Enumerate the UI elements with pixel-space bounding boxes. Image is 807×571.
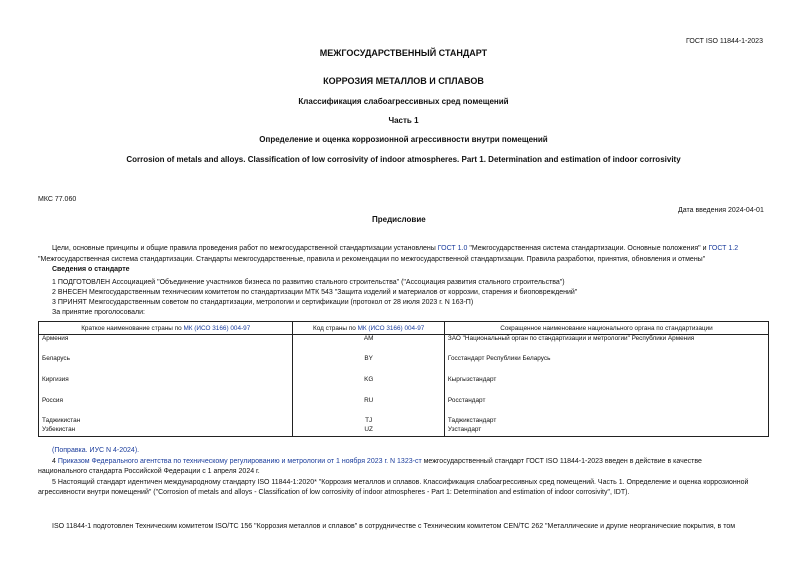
country-cell: Армения bbox=[39, 335, 293, 352]
code-cell: BY bbox=[293, 352, 444, 373]
foreword-text-1: Цели, основные принципы и общие правила проведения работ по межгосударственной стандартизации установлены bbox=[52, 245, 438, 252]
body-cell: ЗАО "Национальный орган по стандартизации и метрологии" Республики Армения bbox=[444, 335, 768, 352]
mks-code: МКС 77.060 bbox=[38, 196, 77, 203]
part-label: Часть 1 bbox=[388, 116, 419, 125]
header-country-code: Код страны по МК (ИСО 3166) 004-97 bbox=[293, 322, 444, 335]
code-cell: RU bbox=[293, 394, 444, 415]
english-title: Corrosion of metals and alloys. Classification of low corrosivity of indoor atmospheres. Part 1. Determination and estimation of indoor corrosivity bbox=[126, 155, 681, 164]
country-cell: Таджикистан bbox=[39, 415, 293, 426]
info-item-2: 2 ВНЕСЕН Межгосударственным техническим комитетом по стандартизации МТК 543 "Защита изделий и материалов от коррозии, старения и биоповреждений" bbox=[52, 289, 578, 296]
code-cell: TJ bbox=[293, 415, 444, 426]
order-link[interactable]: Приказом Федерального агентства по техническому регулированию и метрологии от 1 ноября 2023 г. N 1323-ст bbox=[57, 458, 422, 465]
header-country-name: Краткое наименование страны по МК (ИСО 3166) 004-97 bbox=[39, 322, 293, 335]
item-4-text: межгосударственный стандарт ГОСТ ISO 11844-1-2023 введен в действие в качестве bbox=[421, 458, 702, 465]
foreword-text-2: "Межгосударственная система стандартизации. Основные положения" и bbox=[467, 245, 709, 252]
item-5-line1: 5 Настоящий стандарт идентичен международному стандарту ISO 11844-1:2020* "Коррозия металлов и сплавов. Классификация слабоагрессивных сред помещений. Часть 1. Определение и оценка коррозионной bbox=[52, 479, 749, 486]
document-title: КОРРОЗИЯ МЕТАЛЛОВ И СПЛАВОВ bbox=[323, 76, 484, 86]
country-cell: Беларусь bbox=[39, 352, 293, 373]
mk-iso-3166-code-link[interactable]: МК (ИСО 3166) 004-97 bbox=[357, 324, 425, 332]
table-row bbox=[39, 335, 769, 352]
header-national-body: Сокращенное наименование национального органа по стандартизации bbox=[444, 322, 768, 335]
country-cell: Узбекистан bbox=[39, 426, 293, 437]
gost-1-2-link[interactable]: ГОСТ 1.2 bbox=[708, 245, 739, 252]
body-cell: Таджикстандарт bbox=[444, 415, 768, 426]
document-subtitle: Классификация слабоагрессивных сред помещений bbox=[298, 97, 509, 106]
voting-countries-table bbox=[38, 321, 769, 437]
info-item-1: 1 ПОДГОТОВЛЕН Ассоциацией "Объединение участников бизнеса по развитию стального строительства" ("Ассоциация развития стального строительства") bbox=[52, 279, 565, 286]
info-item-3: 3 ПРИНЯТ Межгосударственным советом по стандартизации, метрологии и сертификации (протокол от 28 июля 2023 г. N 163-П) bbox=[52, 299, 474, 306]
item-5-line2: агрессивности внутри помещений" ("Corrosion of metals and alloys - Classification of low corrosivity of indoor atmospheres - Part 1: Determination and estimation of indoor corrosivity", IDT). bbox=[38, 489, 630, 496]
code-cell: AM bbox=[293, 335, 444, 352]
standard-info-heading: Сведения о стандарте bbox=[52, 266, 130, 273]
part-title: Определение и оценка коррозионной агрессивности внутри помещений bbox=[259, 135, 548, 144]
country-cell: Россия bbox=[39, 394, 293, 415]
body-cell: Росстандарт bbox=[444, 394, 768, 415]
iso-committee-text: ISO 11844-1 подготовлен Техническим комитетом ISO/TC 156 "Коррозия металлов и сплавов" в сотрудничестве с Техническим комитетом CEN/TC 262 "Металлические и другие неорганические покрытия, в том bbox=[52, 523, 736, 530]
code-cell: KG bbox=[293, 373, 444, 394]
body-cell: Кыргызстандарт bbox=[444, 373, 768, 394]
foreword-heading: Предисловие bbox=[372, 215, 426, 224]
country-cell: Киргизия bbox=[39, 373, 293, 394]
amendment-link[interactable]: (Поправка. ИУС N 4-2024). bbox=[52, 447, 140, 454]
intro-date: Дата введения 2024-04-01 bbox=[678, 207, 764, 214]
foreword-paragraph-line2: "Межгосударственная система стандартизации. Стандарты межгосударственные, правила и рекомендации по межгосударственной стандартизации. Правила разработки, принятия, обновления и отмены" bbox=[38, 256, 706, 263]
table-header-row bbox=[39, 322, 769, 335]
item-4-number: 4 bbox=[52, 458, 58, 465]
item-4-line2: национального стандарта Российской Федерации с 1 апреля 2024 г. bbox=[38, 468, 260, 475]
table-row bbox=[39, 415, 769, 426]
body-cell: Узстандарт bbox=[444, 426, 768, 437]
table-row bbox=[39, 352, 769, 373]
table-row bbox=[39, 426, 769, 437]
foreword-paragraph bbox=[52, 243, 738, 254]
gost-1-0-link[interactable]: ГОСТ 1.0 bbox=[437, 245, 468, 252]
body-cell: Госстандарт Республики Беларусь bbox=[444, 352, 768, 373]
vote-label: За принятие проголосовали: bbox=[52, 309, 145, 316]
table-row bbox=[39, 394, 769, 415]
mk-iso-3166-link[interactable]: МК (ИСО 3166) 004-97 bbox=[183, 324, 251, 332]
standard-type-heading: МЕЖГОСУДАРСТВЕННЫЙ СТАНДАРТ bbox=[319, 48, 488, 58]
table-row bbox=[39, 373, 769, 394]
code-cell: UZ bbox=[293, 426, 444, 437]
document-number: ГОСТ ISO 11844-1-2023 bbox=[686, 38, 763, 45]
